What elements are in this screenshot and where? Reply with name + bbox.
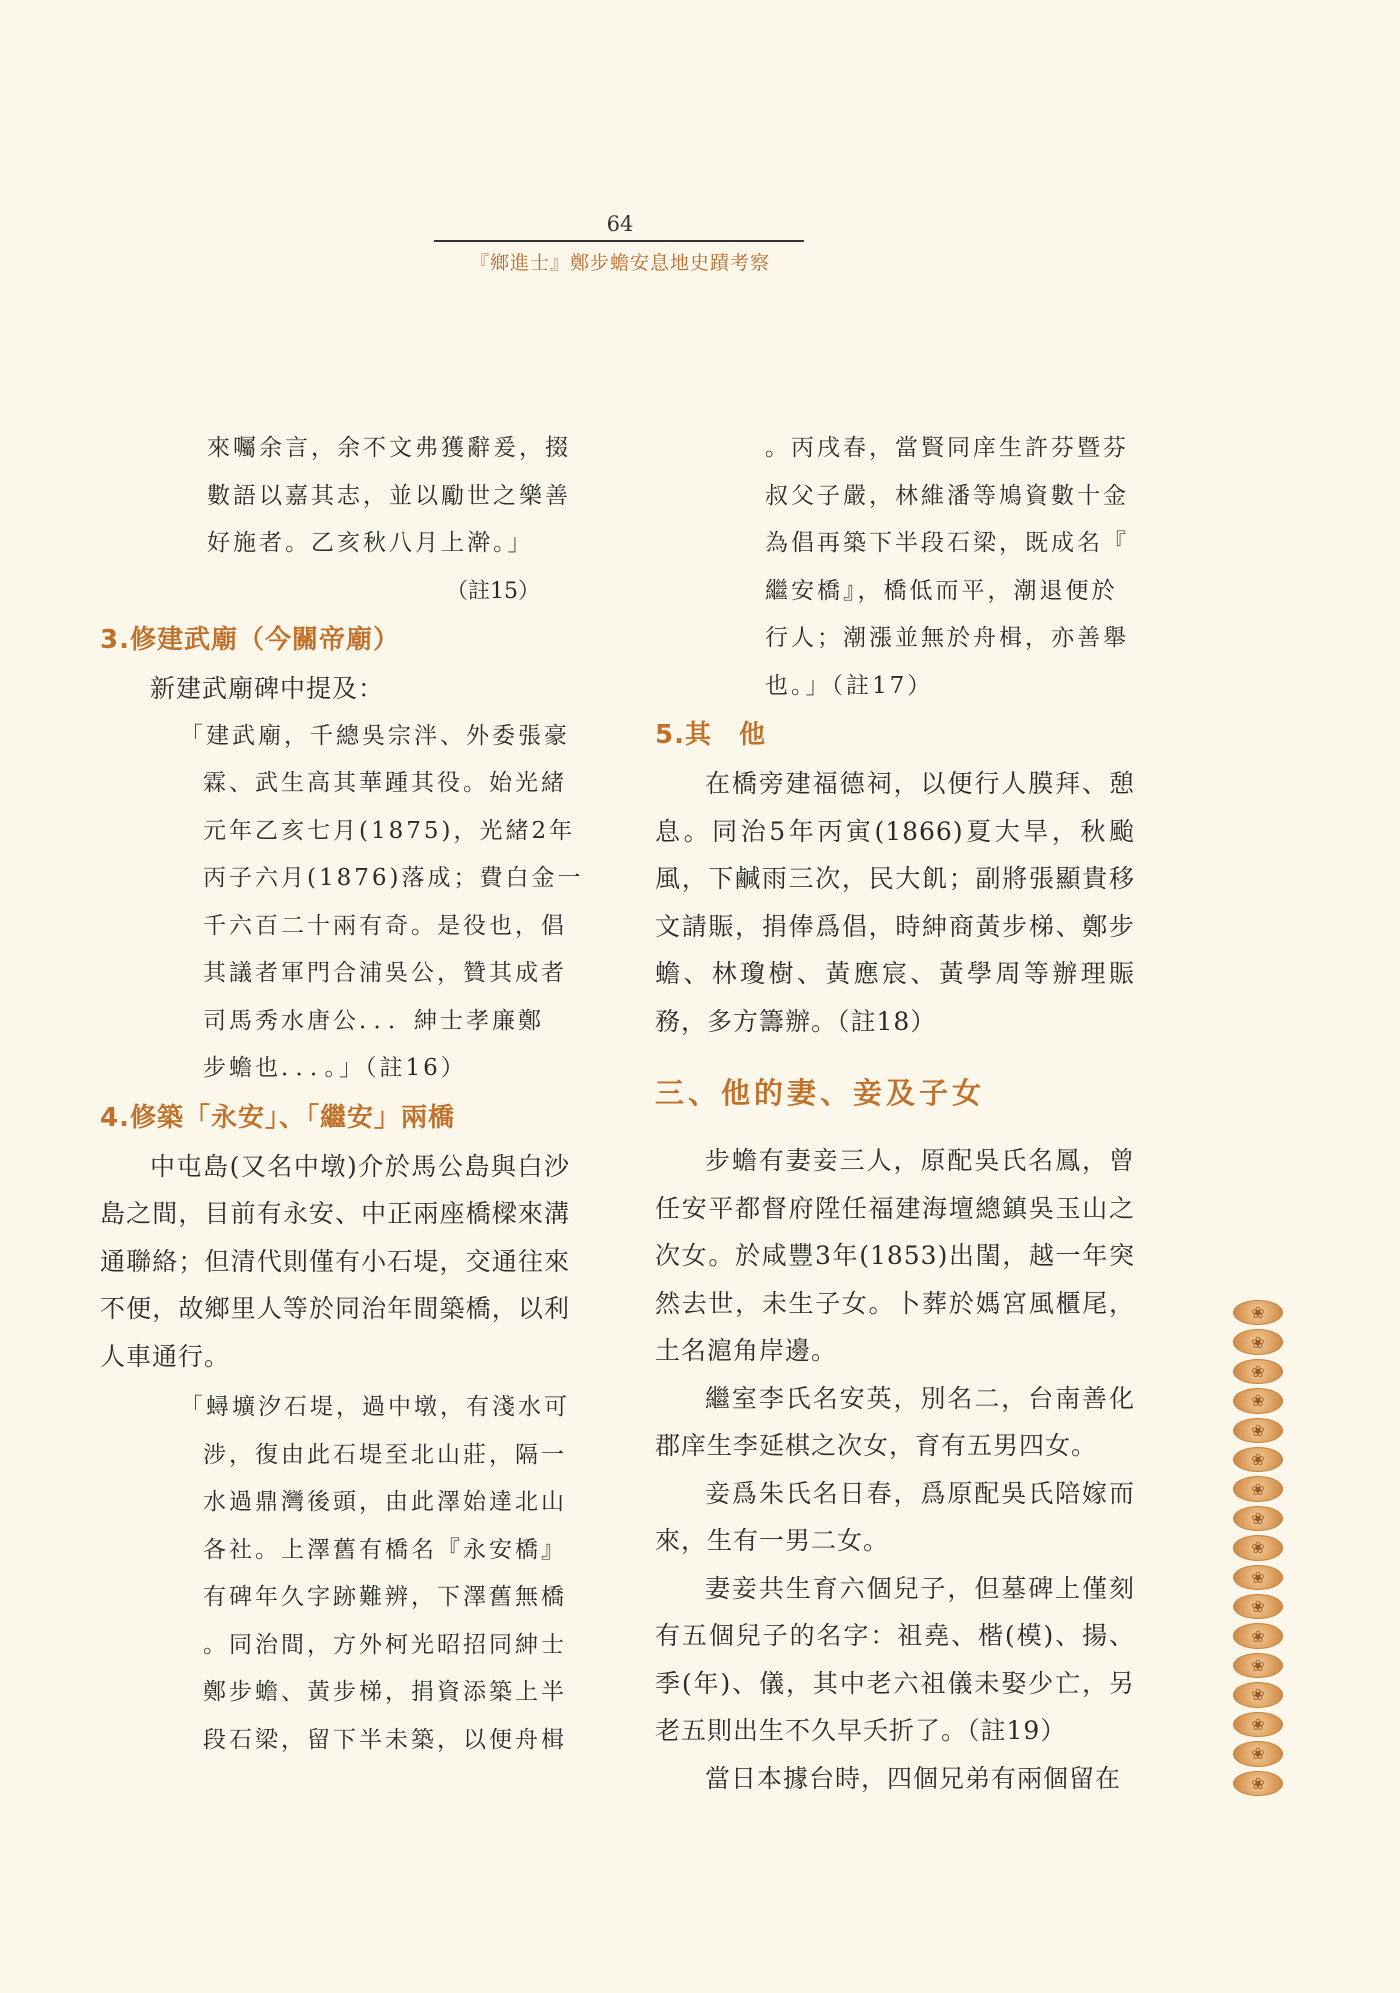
- bridge-record-quote: [100, 1384, 570, 1764]
- header-rule: [434, 240, 804, 242]
- paragraph: 中屯島(又名中墩)介於馬公島與白沙島之間，目前有永安、中正兩座橋樑來溝通聯絡；但清代則僅有小石堤，交通往來不便，故鄉里人等於同治年間築橋，以利人車通行。: [100, 1151, 570, 1371]
- section-heading-4: 4.修築「永安」、「繼安」兩橋: [100, 1102, 455, 1133]
- quote-line: 司馬秀水唐公．．．紳士孝廉鄭: [203, 1007, 544, 1034]
- running-title: 『鄉進士』鄭步蟾安息地史蹟考察: [469, 252, 770, 274]
- paragraph: 當日本據台時，四個兄弟有兩個留在: [705, 1763, 1122, 1793]
- flower-ornament-icon: ❀: [1233, 1388, 1283, 1413]
- quote-line: 段石梁，留下半未築，以便舟楫: [203, 1726, 567, 1753]
- flower-ornament-icon: ❀: [1233, 1300, 1283, 1325]
- flower-ornament-icon: ❀: [1233, 1594, 1283, 1619]
- flower-ornament-icon: ❀: [1233, 1476, 1283, 1501]
- quote-line: 霖、武生高其華踵其役。始光緒: [203, 770, 567, 796]
- chapter-heading: 三、他的妻、妾及子女: [655, 1076, 986, 1110]
- left-column: [100, 425, 584, 1764]
- flower-ornament-icon: ❀: [1233, 1682, 1283, 1707]
- flower-ornament-icon: ❀: [1233, 1418, 1283, 1443]
- quote-line: 。丙戌春，當賢同庠生許芬暨芬: [765, 435, 1129, 461]
- page-number: 64: [606, 212, 634, 236]
- quote-continuation: [100, 425, 570, 568]
- quote-line: 千六百二十兩有奇。是役也，倡: [203, 912, 567, 939]
- quote-line: 「蟳壙汐石堤，過中墩，有淺水可: [180, 1394, 570, 1420]
- quote-line: 水過鼎灣後頭，由此澤始達北山: [203, 1489, 567, 1515]
- paragraph: 在橋旁建福德祠，以便行人膜拜、憩息。同治5年丙寅(1866)夏大旱，秋颱風，下鹹雨三次，民大飢；副將張顯貴移文請賑，捐俸爲倡，時紳商黃步梯、鄭步蟾、林瓊樹、黃應宸、黃學周等辦理賑務，多方籌辦。（註18）: [655, 769, 1135, 1036]
- quote-line: 「建武廟，千總吳宗泮、外委張豪: [180, 722, 570, 749]
- flower-ornament-icon: ❀: [1233, 1506, 1283, 1531]
- quote-line: 叔父子嚴，林維潘等鳩資數十金: [765, 482, 1129, 509]
- flower-ornament-icon: ❀: [1233, 1712, 1283, 1737]
- section-heading-3: 3.修建武廟（今關帝廟）: [100, 625, 400, 655]
- quote-line: 鄭步蟾、黃步梯，捐資添築上半: [203, 1679, 567, 1705]
- paragraph: 繼室李氏名安英，別名二，台南善化郡庠生李延棋之次女，育有五男四女。: [655, 1383, 1135, 1460]
- quote-line: 各社。上澤舊有橋名『永安橋』: [203, 1536, 567, 1563]
- paragraph-intro: 新建武廟碑中提及：: [150, 674, 385, 703]
- quote-continuation: [655, 425, 1135, 710]
- paragraph: 妻妾共生育六個兒子，但墓碑上僅刻有五個兒子的名字：祖堯、楷(模)、揚、季(年)、儀，其中老六祖儀未娶少亡，另老五則出生不久早夭折了。（註19）: [655, 1573, 1135, 1745]
- flower-ornament-icon: ❀: [1233, 1565, 1283, 1590]
- quote-line: 數語以嘉其志，並以勵世之樂善: [207, 482, 571, 509]
- quote-line: 有碑年久字跡難辨，下澤舊無橋: [203, 1584, 567, 1610]
- flower-ornament-icon: ❀: [1233, 1771, 1283, 1796]
- paragraph: 妾爲朱氏名日春，爲原配吳氏陪嫁而來，生有一男二女。: [655, 1478, 1135, 1555]
- quote-line: 涉，復由此石堤至北山莊，隔一: [203, 1441, 567, 1468]
- flower-ornament-icon: ❀: [1233, 1329, 1283, 1354]
- flower-ornament-icon: ❀: [1233, 1623, 1283, 1648]
- flower-ornament-icon: ❀: [1233, 1653, 1283, 1678]
- section-heading-5: 5.其 他: [655, 720, 766, 750]
- footnote-ref-15: （註15）: [446, 578, 540, 604]
- flower-ornament-icon: ❀: [1233, 1535, 1283, 1560]
- margin-ornament-strip: [1232, 1300, 1284, 1800]
- quote-line: 其議者軍門合浦吳公，贊其成者: [203, 960, 567, 986]
- quote-line: 好施者。乙亥秋八月上澣。」: [207, 530, 534, 556]
- flower-ornament-icon: ❀: [1233, 1447, 1283, 1472]
- quote-line: 步蟾也．．．。」（註16）: [203, 1055, 467, 1081]
- quote-line: 來囑余言，余不文弗獲辭爰，掇: [207, 435, 571, 461]
- quote-line: 。同治間，方外柯光昭招同紳士: [203, 1631, 567, 1658]
- quote-line: 丙子六月(1876)落成；費白金一: [203, 865, 584, 891]
- quote-line: 也。」（註17）: [765, 672, 934, 699]
- right-column: [655, 425, 1135, 1802]
- quote-line: 為倡再築下半段石梁，既成名『: [765, 530, 1129, 556]
- quote-line: 行人；潮漲並無於舟楫，亦善舉: [765, 625, 1129, 651]
- paragraph: 步蟾有妻妾三人，原配吳氏名鳳，曾任安平都督府陞任福建海壇總鎮吳玉山之次女。於咸豐3年(1853)出閨，越一年突然去世，未生子女。卜葬於媽宮風櫃尾，土名滬角岸邊。: [655, 1146, 1135, 1365]
- quote-line: 元年乙亥七月(1875)，光緒2年: [203, 817, 576, 844]
- temple-inscription-quote: [100, 713, 584, 1093]
- flower-ornament-icon: ❀: [1233, 1741, 1283, 1766]
- quote-line: 繼安橋』，橋低而平，潮退便於: [765, 577, 1118, 604]
- flower-ornament-icon: ❀: [1233, 1359, 1283, 1384]
